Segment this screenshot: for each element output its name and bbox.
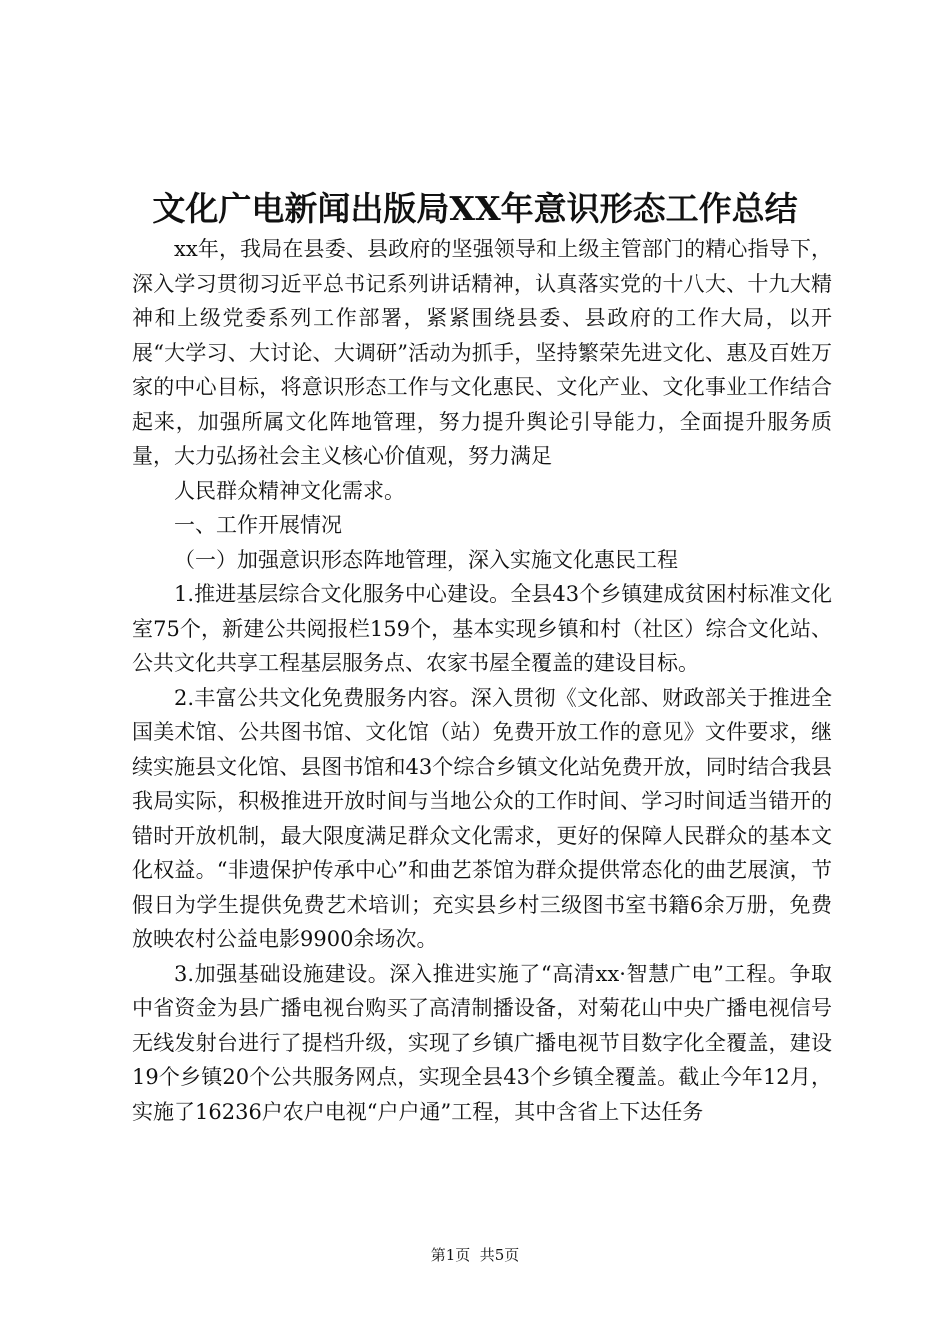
paragraph-item-3: 3.加强基础设施建设。深入推进实施了“高清xx·智慧广电”工程。争取中省资金为县广播电视台购买了高清制播设备，对菊花山中央广播电视信号无线发射台进行了提档升级，实现了乡镇广播电视节目数字化全覆盖，建设19个乡镇20个公共服务网点，实现全县43个乡镇全覆盖。截止今年12月，实施了16236户农户电视“户户通”工程，其中含省上下达任务 <box>132 961 832 1124</box>
paragraph-intro-continued: 人民群众精神文化需求。 <box>174 478 405 503</box>
page-number-label: 第1页 共5页 <box>430 1246 520 1264</box>
document-title: 文化广电新闻出版局XX年意识形态工作总结 <box>152 189 798 228</box>
document-body <box>132 232 832 1129</box>
page-footer <box>0 1245 950 1265</box>
paragraph-intro: xx年，我局在县委、县政府的坚强领导和上级主管部门的精心指导下，深入学习贯彻习近平总书记系列讲话精神，认真落实党的十八大、十九大精神和上级党委系列工作部署，紧紧围绕县委、县政府的工作大局，以开展“大学习、大讨论、大调研”活动为抓手，坚持繁荣先进文化、惠及百姓万家的中心目标，将意识形态工作与文化惠民、文化产业、文化事业工作结合起来，加强所属文化阵地管理，努力提升舆论引导能力，全面提升服务质量，大力弘扬社会主义核心价值观，努力满足 <box>132 237 832 468</box>
subsection-heading-1: （一）加强意识形态阵地管理，深入实施文化惠民工程 <box>174 547 678 572</box>
section-heading-1: 一、工作开展情况 <box>174 513 342 537</box>
paragraph-item-1: 1.推进基层综合文化服务中心建设。全县43个乡镇建成贫困村标准文化室75个，新建公共阅报栏159个，基本实现乡镇和村（社区）综合文化站、公共文化共享工程基层服务点、农家书屋全覆盖的建设目标。 <box>132 582 832 675</box>
paragraph-item-2: 2.丰富公共文化免费服务内容。深入贯彻《文化部、财政部关于推进全国美术馆、公共图书馆、文化馆（站）免费开放工作的意见》文件要求，继续实施县文化馆、县图书馆和43个综合乡镇文化站免费开放，同时结合我县我局实际，积极推进开放时间与当地公众的工作时间、学习时间适当错开的错时开放机制，最大限度满足群众文化需求，更好的保障人民群众的基本文化权益。“非遗保护传承中心”和曲艺茶馆为群众提供常态化的曲艺展演，节假日为学生提供免费艺术培训；充实县乡村三级图书室书籍6余万册，免费放映农村公益电影9900余场次。 <box>132 685 832 951</box>
